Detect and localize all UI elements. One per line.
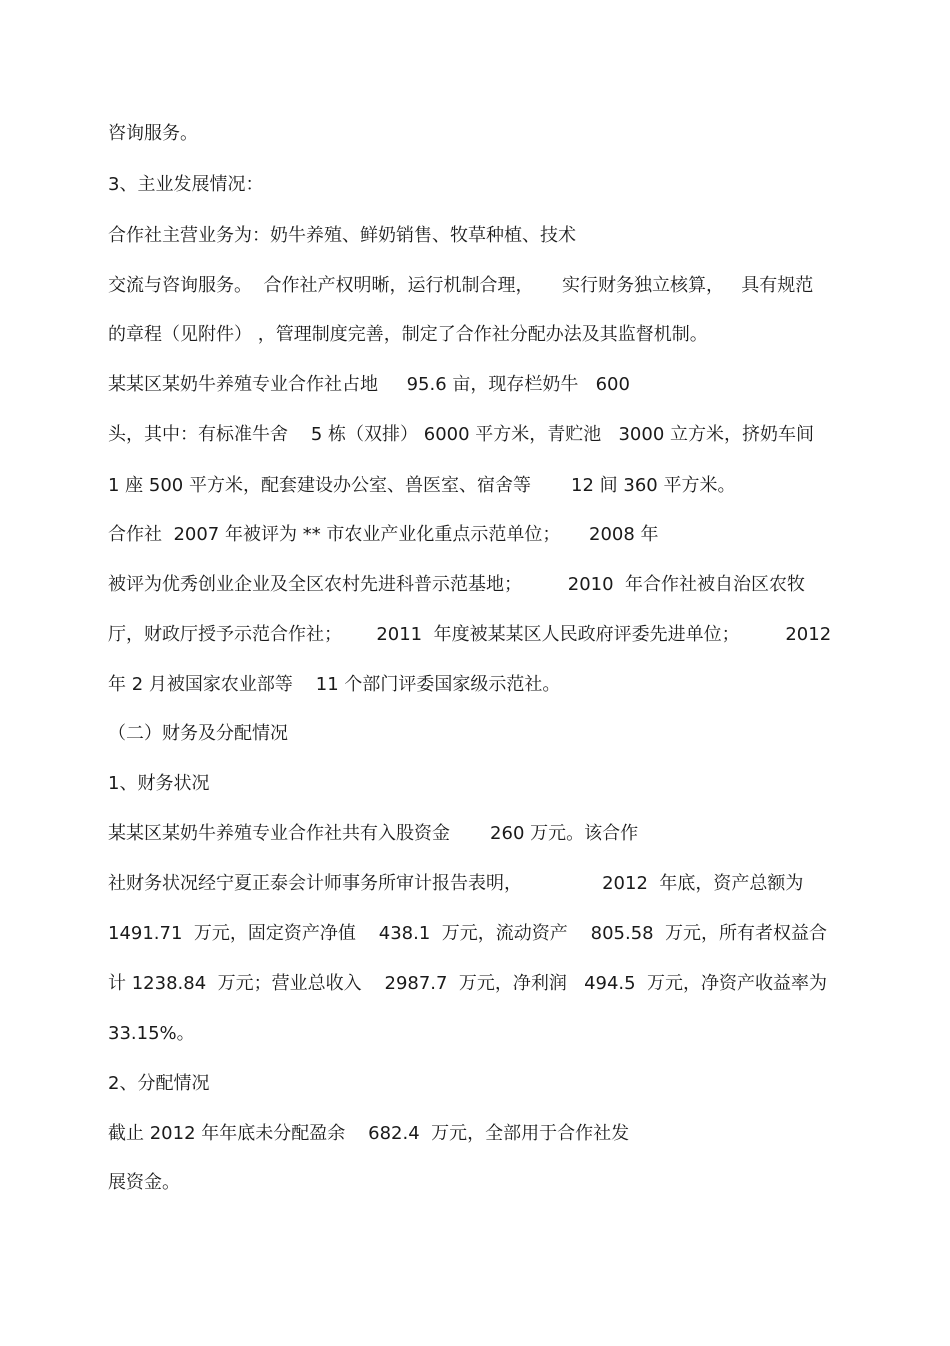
text-line: 社财务状况经宁夏正泰会计师事务所审计报告表明， 2012 年底，资产总额为 — [108, 873, 804, 894]
text-line: 33.15%。 — [108, 1023, 195, 1044]
subsection-heading: 2、分配情况 — [108, 1073, 210, 1094]
section-heading: （二）财务及分配情况 — [108, 723, 288, 744]
text-line: 某某区某奶牛养殖专业合作社共有入股资金 260 万元。该合作 — [108, 823, 639, 844]
text-line: 咨询服务。 — [108, 123, 198, 144]
text-line: 年 2 月被国家农业部等 11 个部门评委国家级示范社。 — [108, 674, 561, 695]
section-heading: 3、主业发展情况： — [108, 174, 264, 195]
text-line: 某某区某奶牛养殖专业合作社占地 95.6 亩，现存栏奶牛 600 — [108, 374, 630, 395]
text-line: 厅，财政厅授予示范合作社； 2011 年度被某某区人民政府评委先进单位； 2012 — [108, 624, 832, 645]
text-line: 的章程（见附件） ，管理制度完善，制定了合作社分配办法及其监督机制。 — [108, 324, 708, 345]
text-line: 计 1238.84 万元；营业总收入 2987.7 万元，净利润 494.5 万元，净资产收益率为 — [108, 973, 828, 994]
text-line: 1 座 500 平方米，配套建设办公室、兽医室、宿舍等 12 间 360 平方米。 — [108, 475, 736, 496]
text-line: 合作社主营业务为：奶牛养殖、鲜奶销售、牧草种植、技术 — [108, 225, 576, 246]
text-line: 被评为优秀创业企业及全区农村先进科普示范基地； 2010 年合作社被自治区农牧 — [108, 574, 806, 595]
text-line: 头，其中：有标准牛舍 5 栋（双排） 6000 平方米，青贮池 3000 立方米，挤奶车间 — [108, 424, 815, 445]
text-line: 合作社 2007 年被评为 ** 市农业产业化重点示范单位； 2008 年 — [108, 524, 659, 545]
text-line: 截止 2012 年年底未分配盈余 682.4 万元，全部用于合作社发 — [108, 1123, 630, 1144]
text-line: 展资金。 — [108, 1172, 180, 1193]
text-line: 交流与咨询服务。 合作社产权明晰，运行机制合理， 实行财务独立核算， 具有规范 — [108, 275, 814, 296]
subsection-heading: 1、财务状况 — [108, 773, 210, 794]
text-line: 1491.71 万元，固定资产净值 438.1 万元，流动资产 805.58 万元，所有者权益合 — [108, 923, 828, 944]
